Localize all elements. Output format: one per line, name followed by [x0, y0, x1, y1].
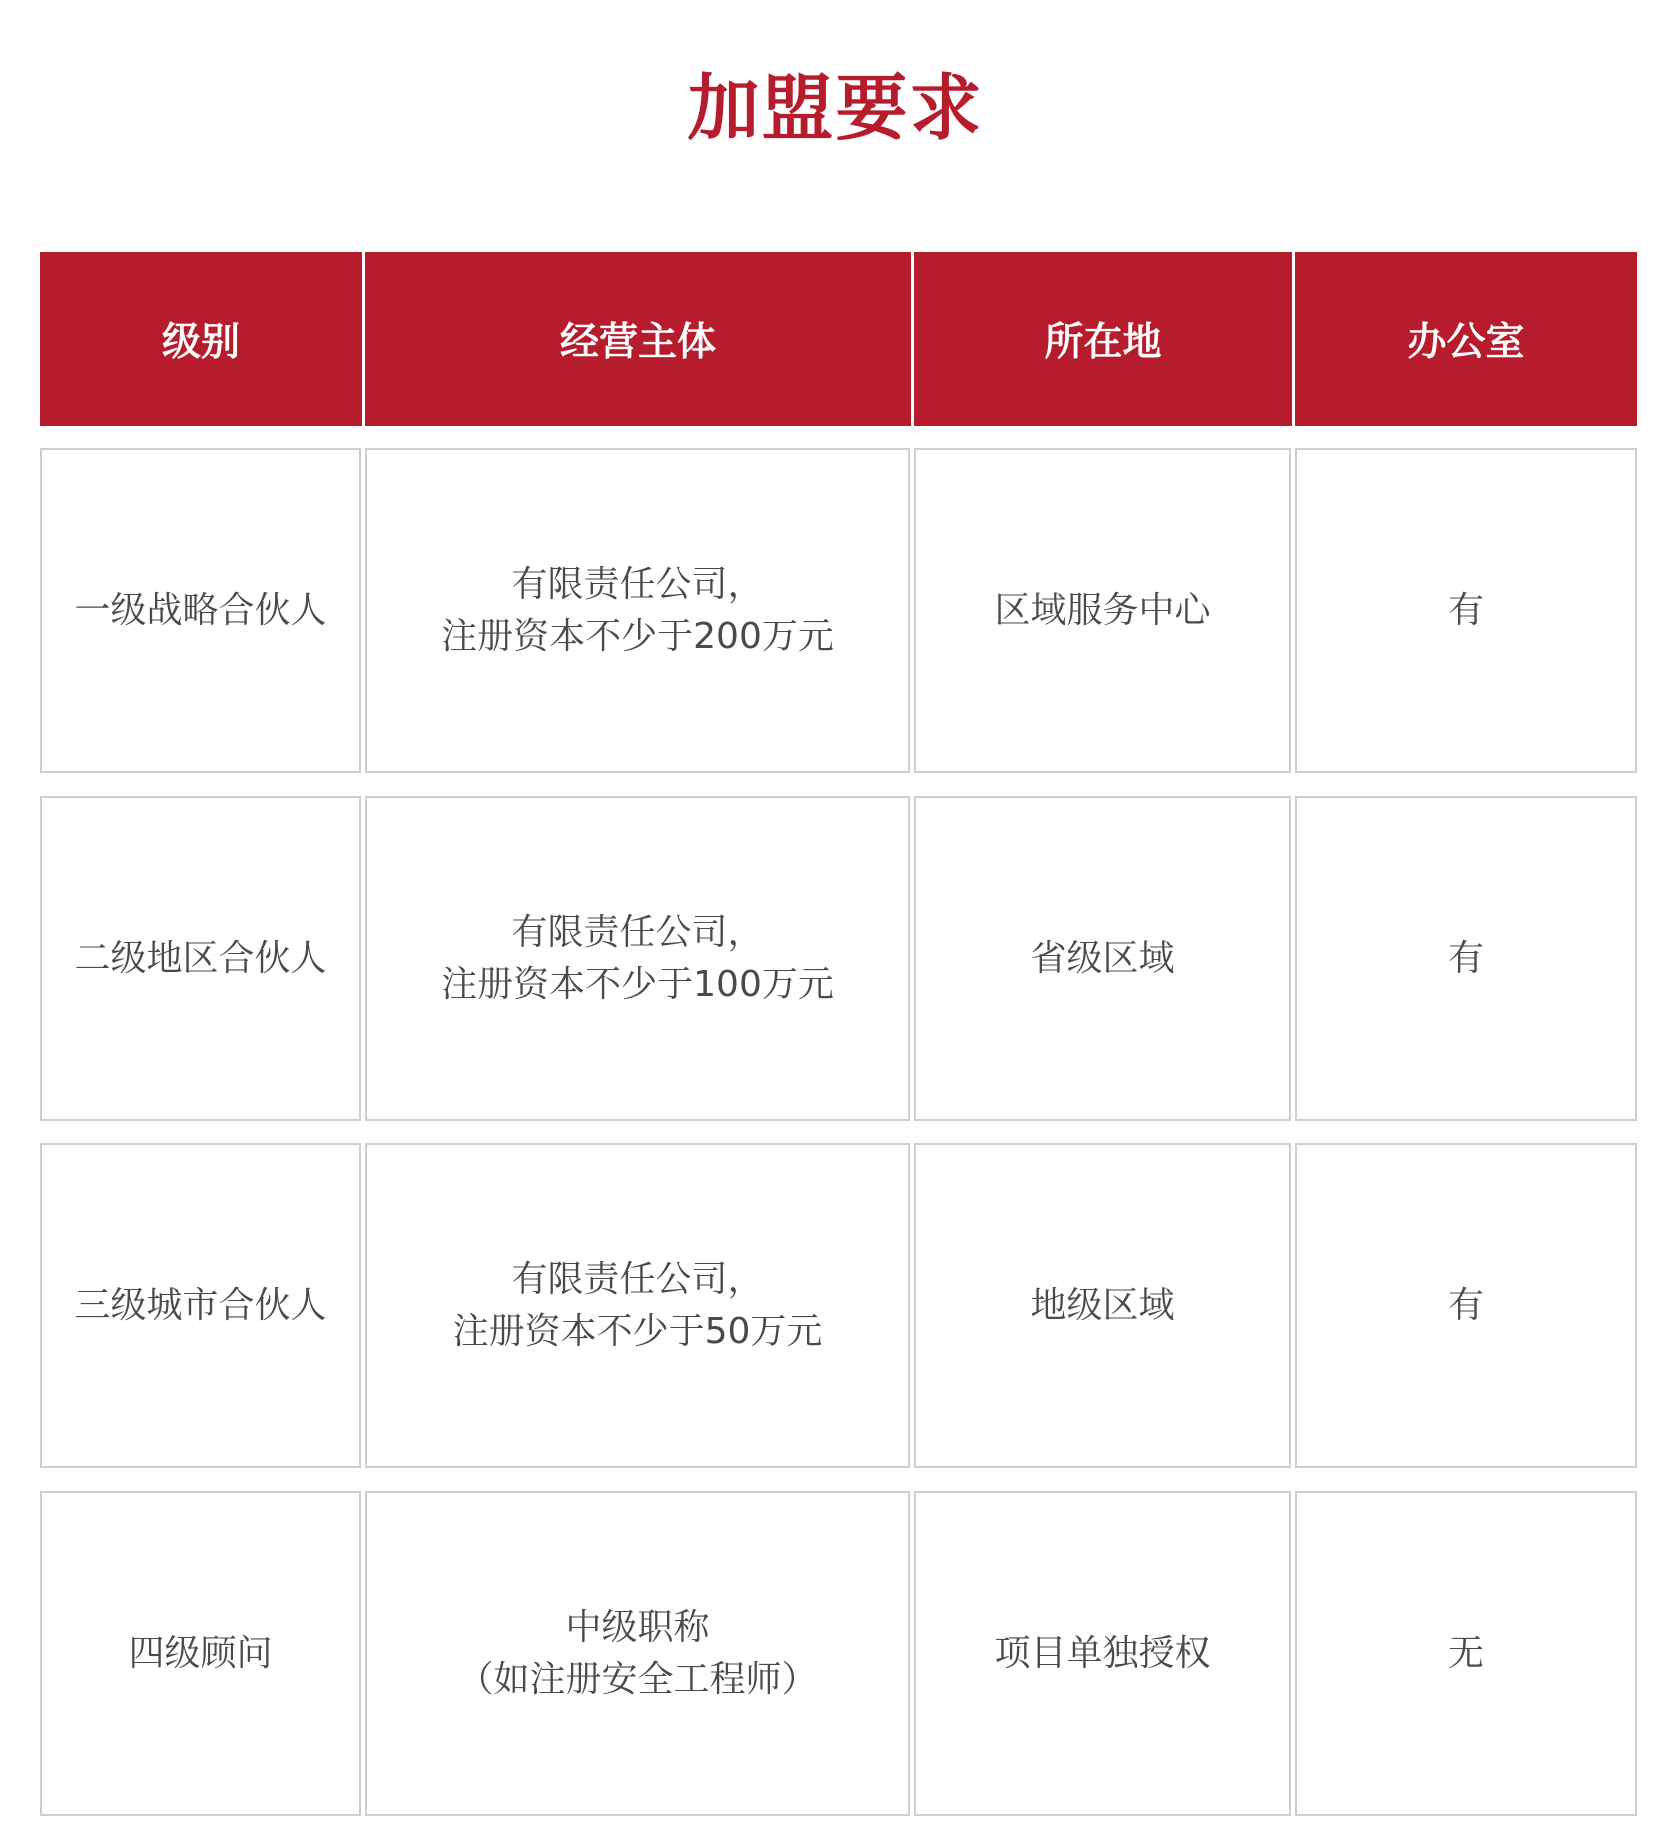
cell-level [40, 1491, 361, 1816]
level-text: 三级城市合伙人 [74, 1284, 327, 1326]
cell-level [40, 448, 361, 773]
table-row [40, 796, 1637, 1121]
entity-line: 注册资本不少于200万元 [441, 615, 834, 657]
level-text: 四级顾问 [128, 1632, 273, 1674]
office-text: 无 [1447, 1632, 1484, 1674]
cell-entity [365, 1491, 910, 1816]
table-row [40, 448, 1637, 773]
cell-office [1295, 1143, 1637, 1468]
header-entity: 经营主体 [365, 252, 914, 426]
location-text: 地级区域 [1030, 1284, 1175, 1326]
table-row [40, 1143, 1637, 1468]
cell-office [1295, 448, 1637, 773]
cell-location [914, 1491, 1291, 1816]
entity-line: 注册资本不少于100万元 [441, 963, 834, 1005]
office-text: 有 [1447, 1284, 1484, 1326]
entity-line: （如注册安全工程师） [457, 1658, 818, 1700]
level-text: 二级地区合伙人 [74, 937, 327, 979]
page-title: 加盟要求 [687, 66, 984, 150]
office-text: 有 [1447, 589, 1484, 631]
header-office: 办公室 [1407, 320, 1525, 365]
cell-entity [365, 796, 910, 1121]
cell-location [914, 796, 1291, 1121]
header-location: 所在地 [914, 252, 1295, 426]
level-text: 一级战略合伙人 [74, 589, 327, 631]
cell-level [40, 1143, 361, 1468]
table-row [40, 1491, 1637, 1816]
entity-line: 注册资本不少于50万元 [452, 1310, 823, 1352]
location-text: 省级区域 [1030, 937, 1175, 979]
entity-line: 中级职称 [565, 1606, 710, 1648]
entity-line: 有限责任公司， [511, 911, 764, 953]
entity-line: 有限责任公司， [511, 563, 764, 605]
office-text: 有 [1447, 937, 1484, 979]
cell-location [914, 448, 1291, 773]
cell-entity [365, 1143, 910, 1468]
cell-level [40, 796, 361, 1121]
entity-line: 有限责任公司， [511, 1258, 764, 1300]
location-text: 区域服务中心 [994, 589, 1211, 631]
table-header [40, 252, 1637, 426]
cell-office [1295, 1491, 1637, 1816]
cell-entity [365, 448, 910, 773]
header-level: 级别 [40, 252, 365, 426]
location-text: 项目单独授权 [994, 1632, 1211, 1674]
cell-office [1295, 796, 1637, 1121]
cell-location [914, 1143, 1291, 1468]
